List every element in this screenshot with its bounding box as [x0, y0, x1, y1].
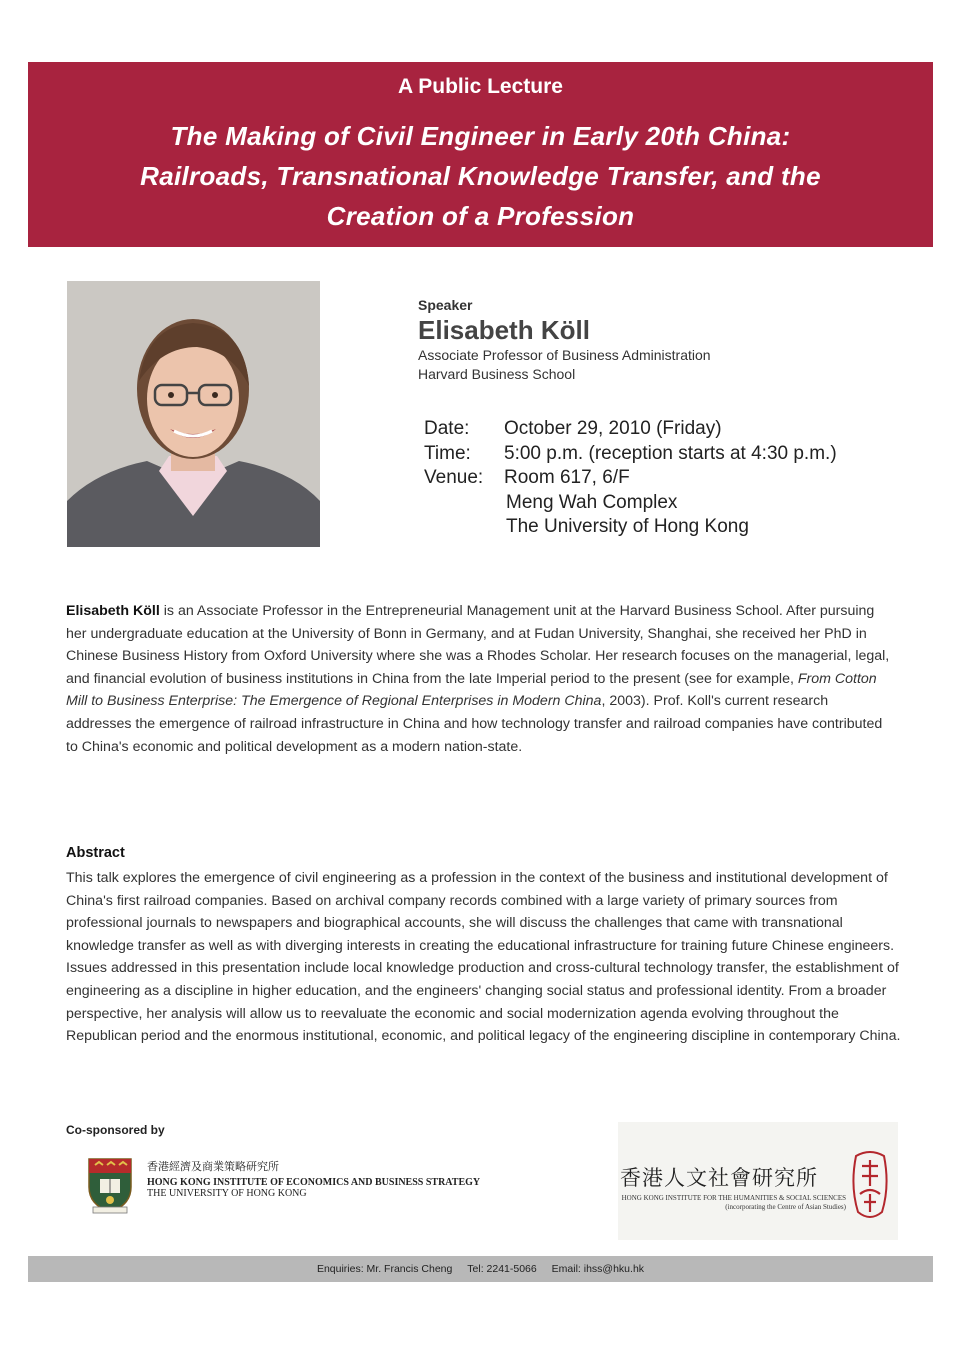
hku-institute-en: HONG KONG INSTITUTE OF ECONOMICS AND BUSINESS STRATEGY	[147, 1177, 481, 1188]
cosponsor-label: Co-sponsored by	[66, 1123, 165, 1137]
speaker-institution: Harvard Business School	[418, 366, 576, 382]
hkihss-subtitle: (incorporating the Centre of Asian Studies)	[725, 1203, 846, 1211]
venue-label: Venue:	[424, 467, 484, 488]
abstract-text: This talk explores the emergence of civil engineering as a profession in the context of the business and institutional development of China's first railroad companies. Based on archival company records combined with a large variety of primary sources from professional journals to newspapers and biographical accounts, she will discuss the challenges that came with transnational knowledge transfer as well as with diverging interests in creating the educational infrastructure for training future Chinese engineers. Issues addressed in this presentation include local knowledge production and cross-cultural technology transfer, the establishment of engineering as a discipline in higher education, and the engineers' changing social status and professional identity. From a broader perspective, her analysis will allow us to reevaluate the economic and social modernization agenda evolving throughout the Republican period and the enormous institutional, economic, and political legacy of the engineering discipline in contemporary China.	[66, 870, 901, 1045]
title-line: Creation of a Profession	[326, 201, 635, 231]
bio-book-title: From Cotton Mill to Business Enterprise: The Emergence of Regional Enterprises in Modern China	[66, 670, 877, 710]
bio-text: is an Associate Professor in the Entrepreneurial Management unit at the Harvard Business School. After pursuing her undergraduate education at the University of Bonn in Germany, and at Fudan University, Shanghai, she received her PhD in Chinese Business History from Oxford University where she was a Rhodes Scholar. Her research focuses on the managerial, legal, and financial evolution of business institutions in China from the late Imperial period to the present (see for example,	[66, 603, 890, 687]
hkihss-name-en-line: HONG KONG INSTITUTE FOR THE HUMANITIES & SOCIAL SCIENCES	[621, 1194, 846, 1202]
abstract-heading: Abstract	[66, 845, 125, 861]
hku-university: THE UNIVERSITY OF HONG KONG	[147, 1188, 307, 1199]
footer-tel: Tel: 2241-5066	[467, 1263, 537, 1275]
lecture-kicker: A Public Lecture	[398, 75, 563, 98]
lecture-title	[48, 116, 913, 236]
footer-bar	[28, 1256, 933, 1282]
hku-institute-text	[147, 1158, 480, 1199]
venue-row	[424, 466, 904, 491]
hkihss-logo	[618, 1122, 898, 1240]
time-value: 5:00 p.m. (reception starts at 4:30 p.m.)	[504, 442, 837, 464]
speaker-bio	[66, 600, 896, 758]
speaker-label: Speaker	[418, 297, 473, 313]
hkihss-seal-icon	[848, 1146, 892, 1231]
speaker-name: Elisabeth Köll	[418, 315, 590, 345]
date-label: Date:	[424, 418, 470, 439]
speaker-info	[418, 297, 918, 384]
bio-text: , 2003). Prof. Koll's current research addresses the emergence of railroad infrastructure in China and how technology transfer and railroad companies have contributed to China's economic and political development as a modern nation-state.	[66, 693, 883, 755]
venue-line: Room 617, 6/F	[504, 467, 630, 488]
title-line: Railroads, Transnational Knowledge Transfer, and the	[140, 161, 821, 191]
speaker-photo	[67, 281, 320, 547]
lecture-banner	[28, 62, 933, 247]
event-details	[424, 417, 904, 540]
footer-enquiries: Enquiries: Mr. Francis Cheng	[316, 1263, 453, 1275]
hku-institute-zh: 香港經濟及商業策略研究所	[147, 1160, 279, 1173]
bio-name: Elisabeth Köll	[66, 603, 160, 619]
venue-line: Meng Wah Complex	[506, 491, 678, 513]
hkihss-name-en	[618, 1194, 846, 1212]
footer-email: Email: ihss@hku.hk	[551, 1263, 645, 1275]
venue-line: The University of Hong Kong	[506, 516, 749, 537]
time-label: Time:	[424, 442, 471, 464]
date-value: October 29, 2010 (Friday)	[504, 418, 722, 439]
title-line: The Making of Civil Engineer in Early 20th China:	[170, 121, 791, 151]
date-row	[424, 417, 904, 442]
speaker-position: Associate Professor of Business Administration	[418, 347, 711, 363]
time-row	[424, 442, 904, 467]
hkihss-name-zh: 香港人文社會研究所	[620, 1166, 818, 1190]
hku-crest-icon	[85, 1155, 135, 1220]
